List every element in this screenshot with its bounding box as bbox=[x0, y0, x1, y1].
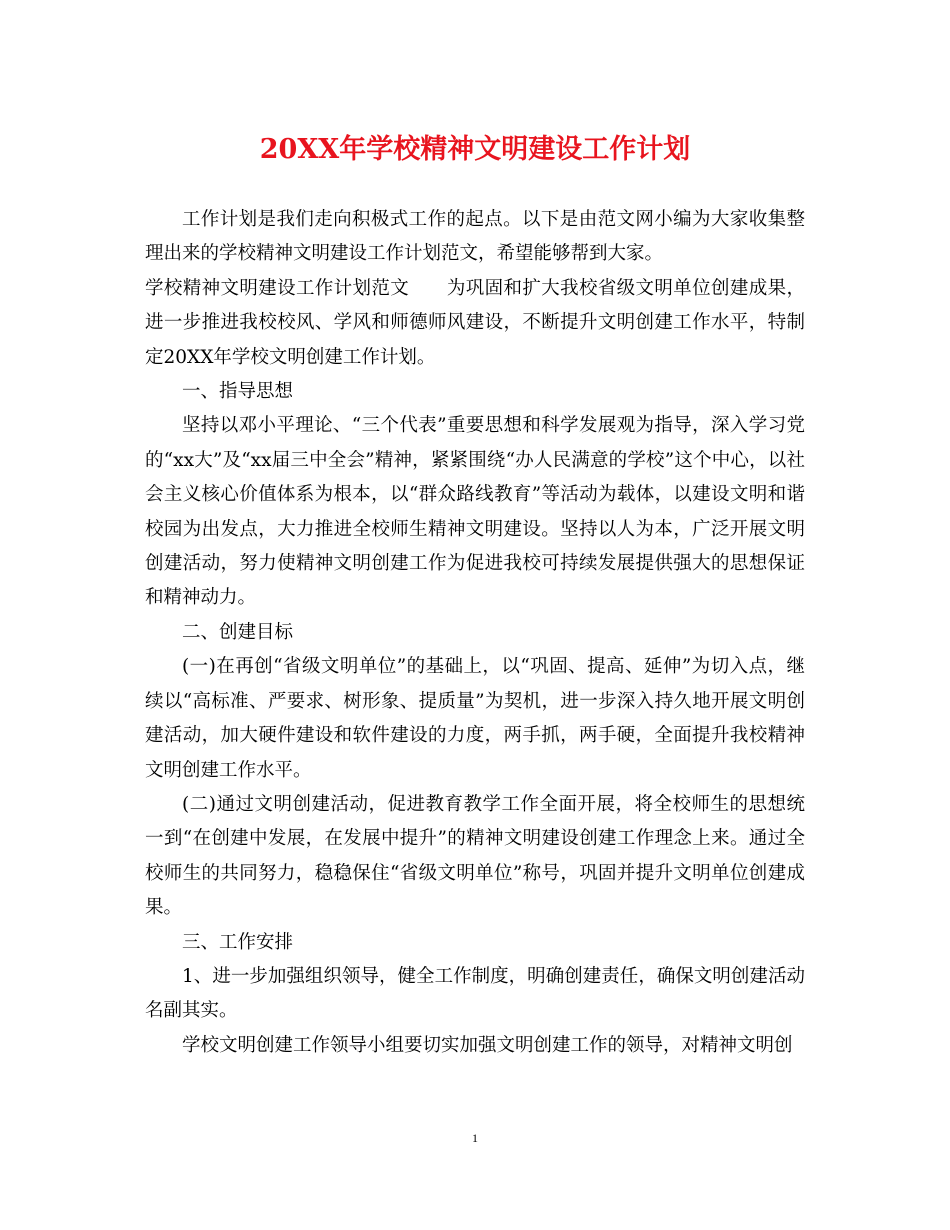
page-number: 1 bbox=[472, 1131, 478, 1145]
section-heading-arrangement: 三、工作安排 bbox=[182, 931, 294, 953]
paragraph-plan-purpose: 学校精神文明建设工作计划范文 为巩固和扩大我校省级文明单位创建成果，进一步推进我校校风、学风和师德师风建设，不断提升文明创建工作水平，特制定20XX年学校文明创建工作计划。 bbox=[145, 277, 805, 368]
section-heading-guiding-thought: 一、指导思想 bbox=[182, 381, 294, 403]
document-title: 20XX年学校精神文明建设工作计划 bbox=[259, 134, 691, 165]
paragraph-arrangement-1: 1、进一步加强组织领导，健全工作制度，明确创建责任，确保文明创建活动名副其实。 bbox=[145, 965, 805, 1022]
paragraph-guiding-thought: 坚持以邓小平理论、“三个代表”重要思想和科学发展观为指导，深入学习党的“xx大”及“xx届三中全会”精神，紧紧围绕“办人民满意的学校”这个中心，以社会主义核心价值体系为根本，以“群众路线教育”等活动为载体，以建设文明和谐校园为出发点，大力推进全校师生精神文明建设。坚持以人为本，广泛开展文明创建活动，努力使精神文明创建工作为促进我校可持续发展提供强大的思想保证和精神动力。 bbox=[145, 415, 805, 609]
paragraph-intro: 工作计划是我们走向积极式工作的起点。以下是由范文网小编为大家收集整理出来的学校精神文明建设工作计划范文，希望能够帮到大家。 bbox=[145, 209, 805, 265]
document-body bbox=[145, 203, 805, 1063]
section-heading-goals: 二、创建目标 bbox=[182, 621, 294, 643]
paragraph-goal-2: (二)通过文明创建活动，促进教育教学工作全面开展，将全校师生的思想统一到“在创建中发展，在发展中提升”的精神文明建设创建工作理念上来。通过全校师生的共同努力，稳稳保住“省级文明单位”称号，巩固并提升文明单位创建成果。 bbox=[145, 793, 805, 919]
paragraph-arrangement-1-detail: 学校文明创建工作领导小组要切实加强文明创建工作的领导，对精神文明创 bbox=[182, 1034, 793, 1056]
paragraph-goal-1: (一)在再创“省级文明单位”的基础上，以“巩固、提高、延伸”为切入点，继续以“高标准、严要求、树形象、提质量”为契机，进一步深入持久地开展文明创建活动，加大硬件建设和软件建设的力度，两手抓，两手硬，全面提升我校精神文明创建工作水平。 bbox=[145, 656, 805, 781]
